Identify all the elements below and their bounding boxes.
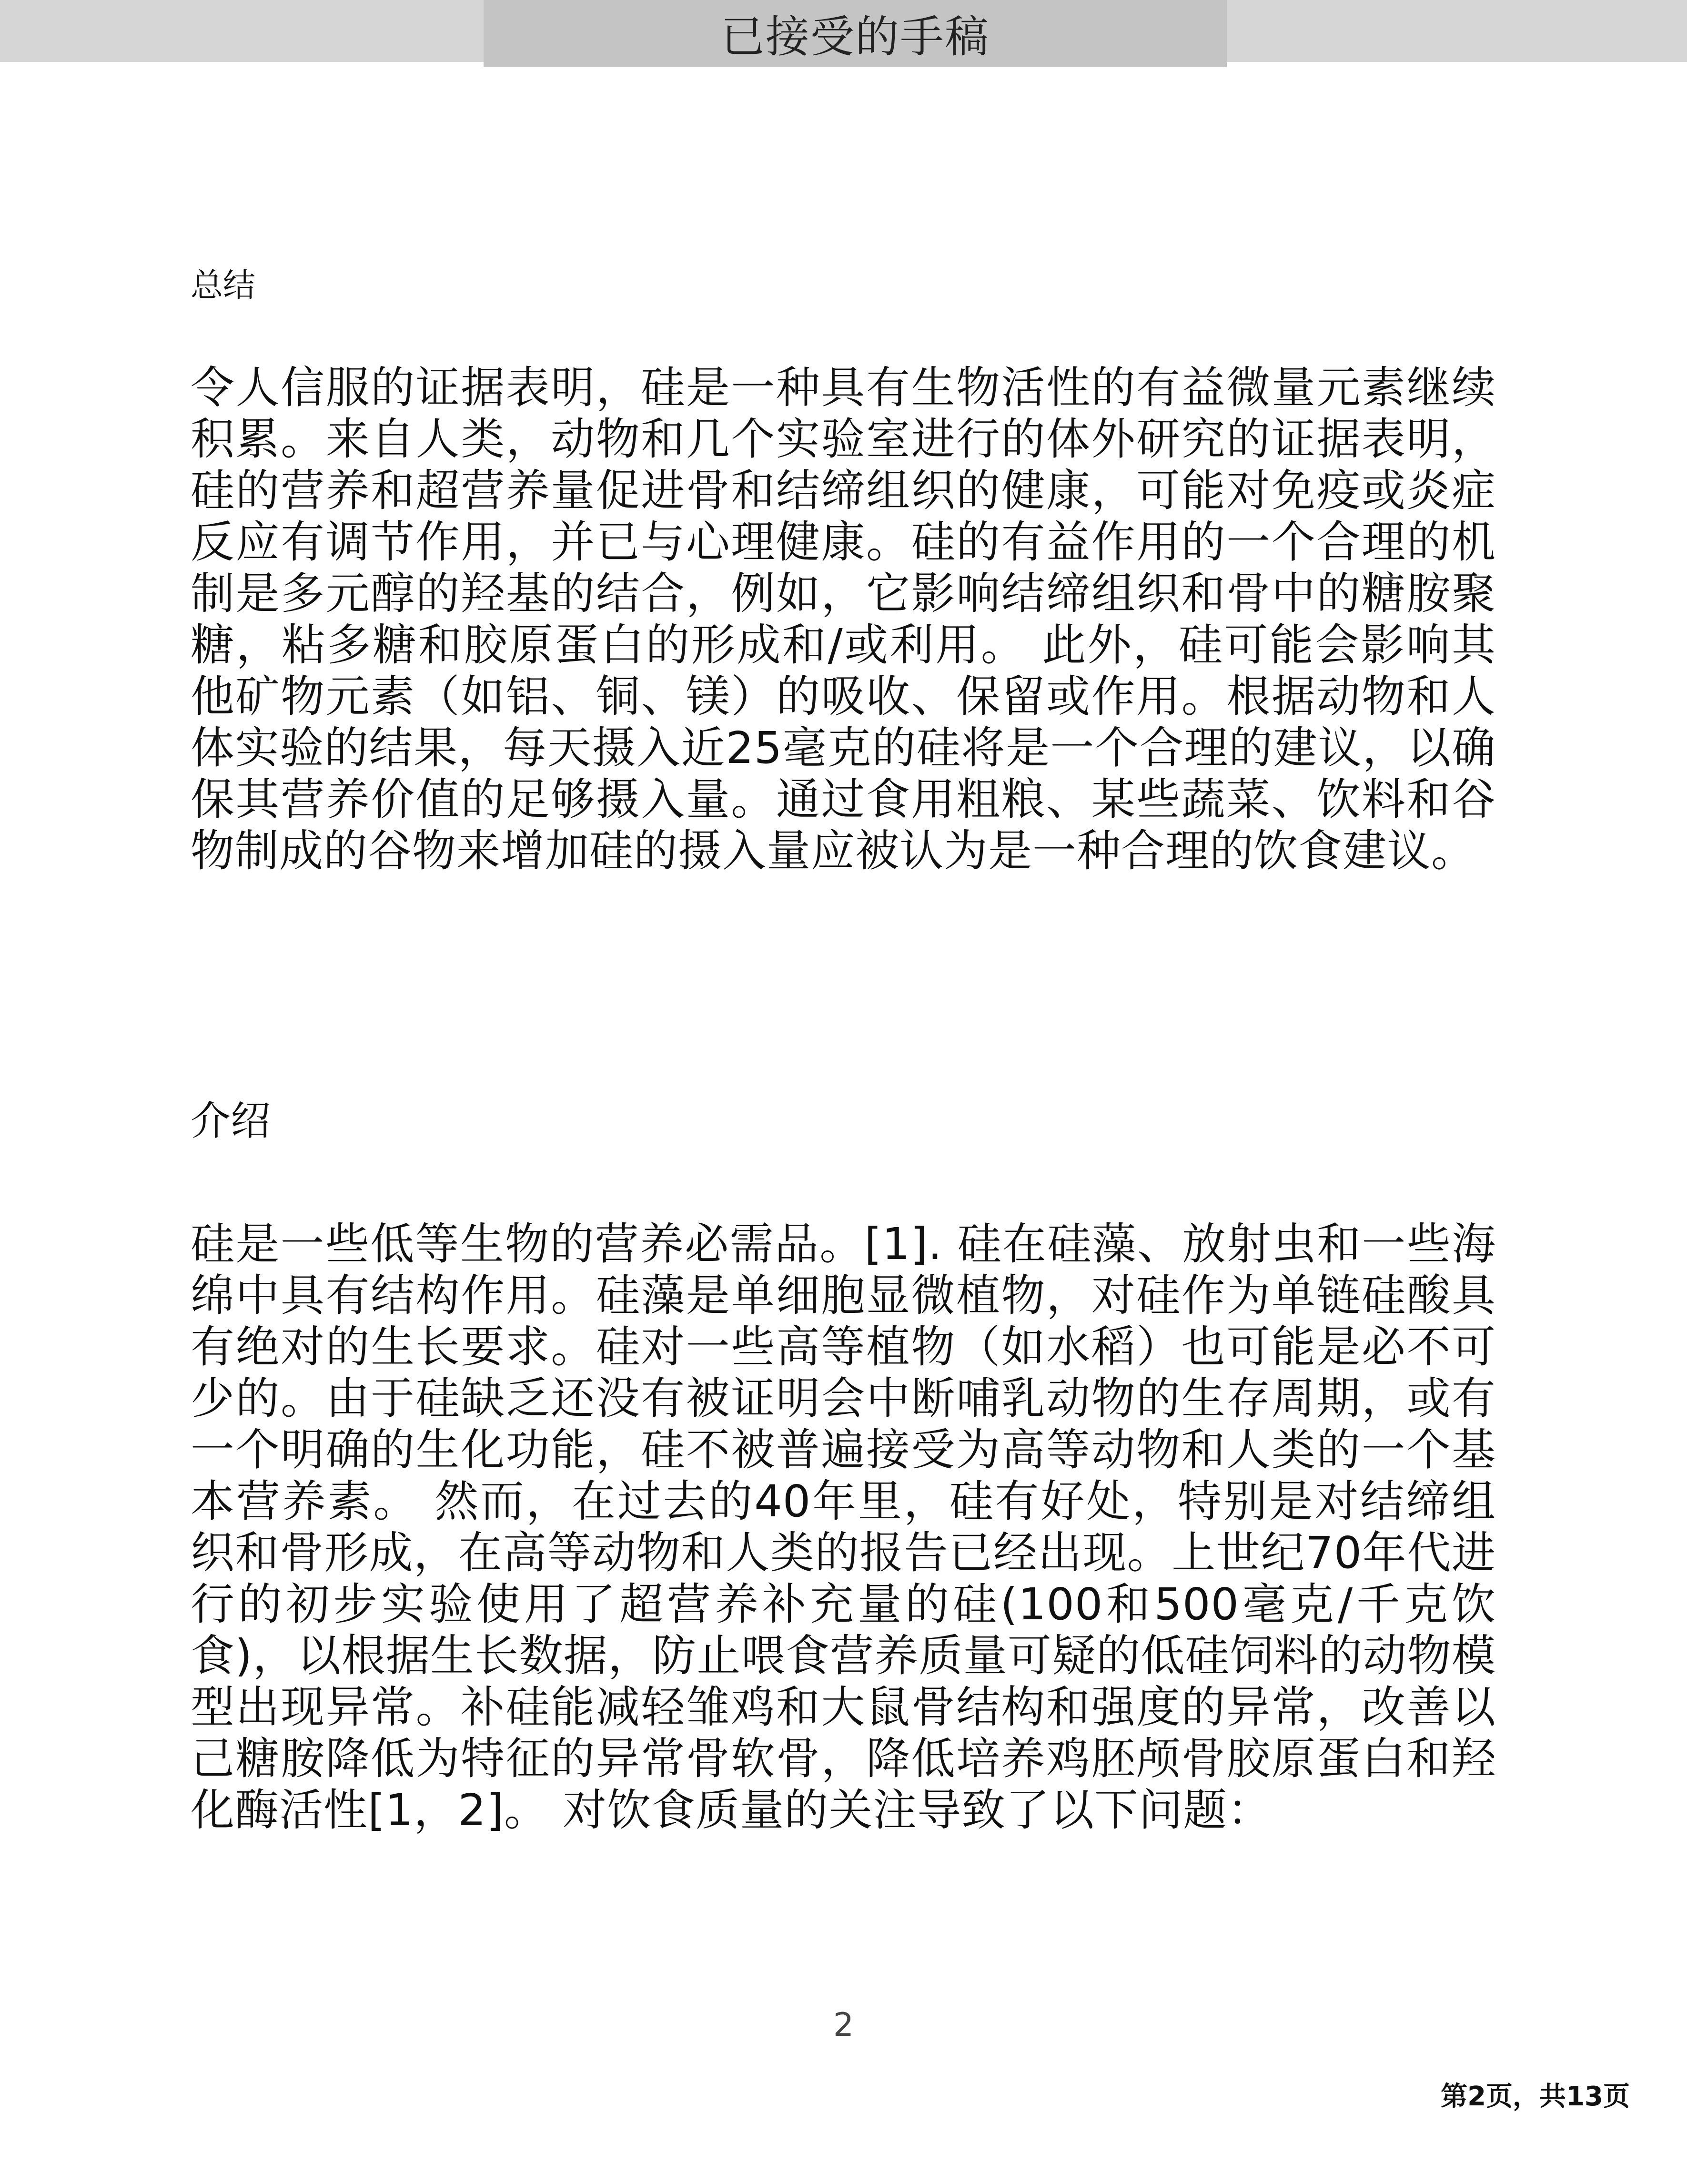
banner-title: 已接受的手稿 [720,11,990,62]
summary-paragraph: 令人信服的证据表明，硅是一种具有生物活性的有益微量元素继续积累。来自人类，动物和几个实验室进行的体外研究的证据表明，硅的营养和超营养量促进骨和结缔组织的健康，可能对免疫或炎症反应有调节作用，并已与心理健康。硅的有益作用的一个合理的机制是多元醇的羟基的结合，例如，它影响结缔组织和骨中的糖胺聚糖，粘多糖和胶原蛋白的形成和/或利用。 此外，硅可能会影响其他矿物元素（如铝、铜、镁）的吸收、保留或作用。根据动物和人体实验的结果，每天摄入近25毫克的硅将是一个合理的建议，以确保其营养价值的足够摄入量。通过食用粗粮、某些蔬菜、饮料和谷物制成的谷物来增加硅的摄入量应被认为是一种合理的饮食建议。 [191,362,1496,876]
introduction-paragraph: 硅是一些低等生物的营养必需品。[1]. 硅在硅藻、放射虫和一些海绵中具有结构作用。硅藻是单细胞显微植物，对硅作为单链硅酸具有绝对的生长要求。硅对一些高等植物（如水稻）也可能是必不可少的。由于硅缺乏还没有被证明会中断哺乳动物的生存周期，或有一个明确的生化功能，硅不被普遍接受为高等动物和人类的一个基本营养素。 然而，在过去的40年里，硅有好处，特别是对结缔组织和骨形成，在高等动物和人类的报告已经出现。上世纪70年代进行的初步实验使用了超营养补充量的硅(100和500毫克/千克饮食)，以根据生长数据，防止喂食营养质量可疑的低硅饲料的动物模型出现异常。补硅能减轻雏鸡和大鼠骨结构和强度的异常，改善以己糖胺降低为特征的异常骨软骨，降低培养鸡胚颅骨胶原蛋白和羟化酶活性[1，2]。 对饮食质量的关注导致了以下问题： [191,1219,1496,1836]
introduction-heading: 介绍 [191,1097,271,1144]
page-number: 2 [833,2006,854,2044]
banner-title-strip [484,0,1227,67]
summary-heading: 总结 [191,267,256,305]
page-count: 第2页，共13页 [1441,2081,1630,2112]
accepted-manuscript-banner [0,0,1687,62]
